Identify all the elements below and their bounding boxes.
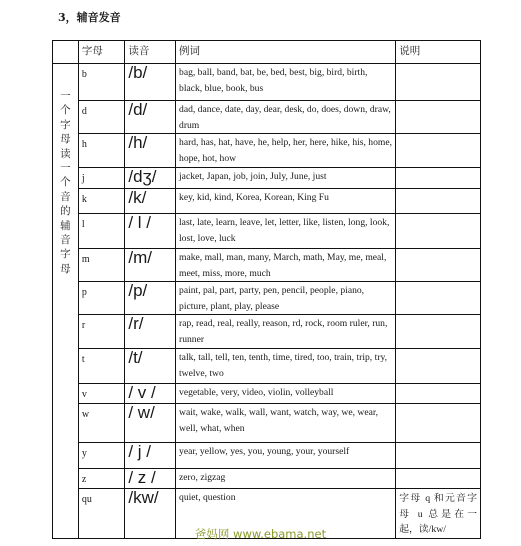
- table-row: [53, 384, 481, 404]
- example-words-cell: make, mall, man, many, March, math, May, me, meal, meet, miss, more, much: [176, 249, 396, 282]
- note-cell: [396, 315, 481, 349]
- note-cell: [396, 64, 481, 101]
- header-letter: 字母: [78, 41, 125, 64]
- note-cell: [396, 404, 481, 443]
- letter-cell: r: [78, 315, 125, 349]
- table-row: [53, 282, 481, 315]
- table-row: [53, 469, 481, 489]
- note-cell: [396, 214, 481, 249]
- letter-cell: v: [78, 384, 125, 404]
- example-words-cell: paint, pal, part, party, pen, pencil, people, piano, picture, plant, play, please: [176, 282, 396, 315]
- table-row: [53, 315, 481, 349]
- pronunciation-cell: / l /: [125, 214, 176, 249]
- table-row: [53, 168, 481, 189]
- pronunciation-cell: /t/: [125, 349, 176, 384]
- note-cell: [396, 168, 481, 189]
- table-row: [53, 349, 481, 384]
- letter-cell: d: [78, 101, 125, 134]
- example-words-cell: wait, wake, walk, wall, want, watch, way, we, wear, well, what, when: [176, 404, 396, 443]
- example-words-cell: bag, ball, band, bat, be, bed, best, big, bird, birth, black, blue, book, bus: [176, 64, 396, 101]
- header-blank: [53, 41, 79, 64]
- letter-cell: h: [78, 134, 125, 168]
- pronunciation-cell: /kw/: [125, 489, 176, 539]
- table-row: [53, 64, 481, 101]
- pronunciation-cell: / j /: [125, 443, 176, 469]
- note-cell: 字母 q 和元音字母 u 总是在一起，读/kw/: [396, 489, 481, 539]
- section-heading: 3，辅音发音: [58, 11, 121, 24]
- example-words-cell: key, kid, kind, Korea, Korean, King Fu: [176, 189, 396, 214]
- letter-cell: l: [78, 214, 125, 249]
- example-words-cell: talk, tall, tell, ten, tenth, time, tired, too, train, trip, try, twelve, two: [176, 349, 396, 384]
- table-row: [53, 101, 481, 134]
- note-cell: [396, 443, 481, 469]
- note-cell: [396, 189, 481, 214]
- example-words-cell: zero, zigzag: [176, 469, 396, 489]
- letter-cell: j: [78, 168, 125, 189]
- note-cell: [396, 282, 481, 315]
- letter-cell: y: [78, 443, 125, 469]
- note-cell: [396, 134, 481, 168]
- table-row: [53, 189, 481, 214]
- pronunciation-cell: /k/: [125, 189, 176, 214]
- table-row: [53, 443, 481, 469]
- table-body: [53, 64, 481, 539]
- example-words-cell: rap, read, real, really, reason, rd, rock, room ruler, run, runner: [176, 315, 396, 349]
- letter-cell: w: [78, 404, 125, 443]
- pronunciation-cell: /p/: [125, 282, 176, 315]
- example-words-cell: jacket, Japan, job, join, July, June, just: [176, 168, 396, 189]
- watermark-footer: 爸妈网 www.ebama.net: [194, 527, 327, 541]
- table-row: [53, 404, 481, 443]
- letter-cell: m: [78, 249, 125, 282]
- example-words-cell: last, late, learn, leave, let, letter, like, listen, long, look, lost, love, luck: [176, 214, 396, 249]
- header-notes: 说明: [396, 41, 481, 64]
- pronunciation-cell: / v /: [125, 384, 176, 404]
- letter-cell: k: [78, 189, 125, 214]
- example-words-cell: year, yellow, yes, you, young, your, yourself: [176, 443, 396, 469]
- note-cell: [396, 349, 481, 384]
- consonant-table: [52, 40, 481, 539]
- note-cell: [396, 101, 481, 134]
- pronunciation-cell: /b/: [125, 64, 176, 101]
- pronunciation-cell: / z /: [125, 469, 176, 489]
- note-cell: [396, 384, 481, 404]
- example-words-cell: vegetable, very, video, violin, volleyball: [176, 384, 396, 404]
- pronunciation-cell: /dʒ/: [125, 168, 176, 189]
- table-row: [53, 249, 481, 282]
- header-pronunciation: 读音: [125, 41, 176, 64]
- example-words-cell: dad, dance, date, day, dear, desk, do, does, down, draw, drum: [176, 101, 396, 134]
- example-words-cell: hard, has, hat, have, he, help, her, here, hike, his, home, hope, hot, how: [176, 134, 396, 168]
- letter-cell: b: [78, 64, 125, 101]
- pronunciation-cell: / w/: [125, 404, 176, 443]
- letter-cell: t: [78, 349, 125, 384]
- pronunciation-cell: /d/: [125, 101, 176, 134]
- note-cell: [396, 249, 481, 282]
- example-words-cell: quiet, question: [176, 489, 396, 539]
- table-header-row: [53, 41, 481, 64]
- letter-cell: qu: [78, 489, 125, 539]
- side-category-label: 一个字母读一个音的辅音字母: [53, 64, 79, 539]
- note-cell: [396, 469, 481, 489]
- pronunciation-cell: /m/: [125, 249, 176, 282]
- letter-cell: p: [78, 282, 125, 315]
- header-examples: 例词: [176, 41, 396, 64]
- pronunciation-cell: /r/: [125, 315, 176, 349]
- pronunciation-cell: /h/: [125, 134, 176, 168]
- table-row: [53, 134, 481, 168]
- letter-cell: z: [78, 469, 125, 489]
- table-row: [53, 214, 481, 249]
